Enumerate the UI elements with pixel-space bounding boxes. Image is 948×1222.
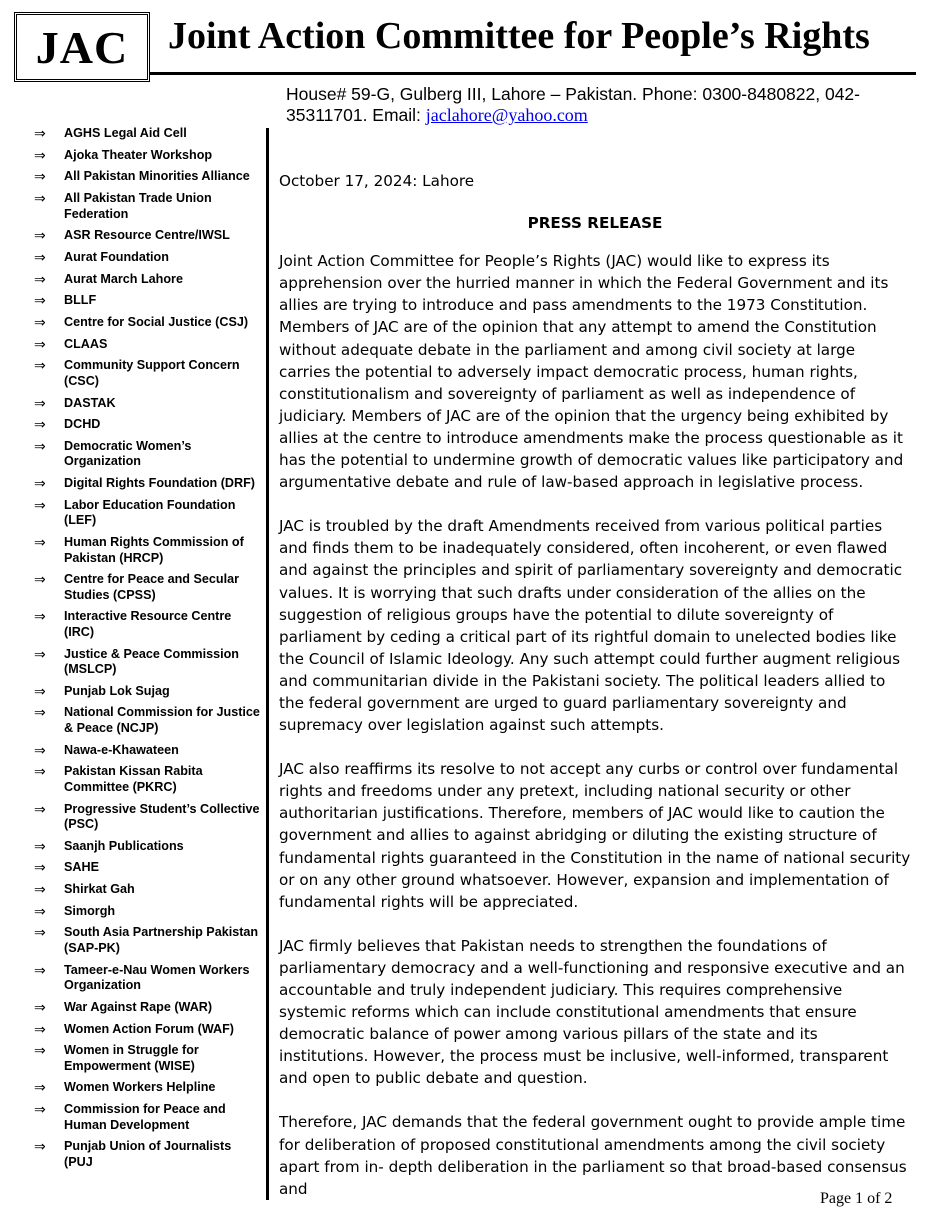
member-item <box>34 1022 260 1038</box>
member-name: Centre for Peace and Secular Studies (CPSS) <box>64 572 239 602</box>
member-name: Aurat Foundation <box>64 249 169 264</box>
member-name: DCHD <box>64 417 101 432</box>
organization-title: Joint Action Committee for People’s Rights <box>168 15 870 57</box>
member-item <box>34 1139 260 1170</box>
arrow-icon: ⇒ <box>34 924 46 941</box>
member-name: Nawa-e-Khawateen <box>64 742 179 757</box>
arrow-icon: ⇒ <box>34 416 46 433</box>
member-item <box>34 1080 260 1096</box>
title-underline <box>150 72 916 75</box>
member-name: Digital Rights Foundation (DRF) <box>64 476 255 491</box>
member-item <box>34 293 260 309</box>
member-name: Saanjh Publications <box>64 838 184 853</box>
member-name: Human Rights Commission of Pakistan (HRCP) <box>64 535 244 565</box>
arrow-icon: ⇒ <box>34 571 46 588</box>
arrow-icon: ⇒ <box>34 292 46 309</box>
member-item <box>34 647 260 678</box>
member-name: Women Action Forum (WAF) <box>64 1021 234 1036</box>
member-name: All Pakistan Trade Union Federation <box>64 191 212 221</box>
member-item <box>34 272 260 288</box>
member-item <box>34 882 260 898</box>
arrow-icon: ⇒ <box>34 704 46 721</box>
member-item <box>34 1102 260 1133</box>
member-organizations-list <box>34 126 260 1176</box>
arrow-icon: ⇒ <box>34 1020 46 1037</box>
arrow-icon: ⇒ <box>34 227 46 244</box>
member-name: Ajoka Theater Workshop <box>64 147 213 162</box>
arrow-icon: ⇒ <box>34 125 46 141</box>
member-item <box>34 417 260 433</box>
paragraph: Joint Action Committee for People’s Rights (JAC) would like to express its apprehension over the hurried manner in which the Federal Government and its allies are trying to introduce and pass amendments to the 1973 Constitution. Members of JAC are of the opinion that any attempt to amend the Constitution without adequate debate in the parliament and among civil society at large carries the potential to adversely impact democratic process, human rights, constitutionalism and sovereignty of parliament as well as independence of judiciary. Members of JAC are of the opinion that the urgency being exhibited by allies at the centre to introduce amendments make the process questionable as it has the potential to undermine growth of democratic values like participatory and argumentative debate and rule of law-based approach in legislative process. <box>279 252 904 492</box>
date-line: October 17, 2024: Lahore <box>279 172 475 190</box>
arrow-icon: ⇒ <box>34 1138 46 1155</box>
member-item <box>34 904 260 920</box>
arrow-icon: ⇒ <box>34 496 46 513</box>
paragraph: JAC firmly believes that Pakistan needs to strengthen the foundations of parliamentary democracy and a well-functioning and responsive executive and an accountable and truly independent judiciary. This requires comprehensive systemic reforms which can include constitutional amendments that ensure democratic balance of power among various pillars of the state and its institutions. However, the process must be inclusive, well-informed, transparent and open to public debate and question. <box>279 936 905 1088</box>
jac-logo: JAC <box>14 12 150 82</box>
arrow-icon: ⇒ <box>34 248 46 265</box>
member-name: Tameer-e-Nau Women Workers Organization <box>64 962 250 993</box>
arrow-icon: ⇒ <box>34 475 46 492</box>
member-item <box>34 250 260 266</box>
member-item <box>34 609 260 640</box>
arrow-icon: ⇒ <box>34 270 46 287</box>
member-item <box>34 169 260 185</box>
arrow-icon: ⇒ <box>34 335 46 352</box>
member-item <box>34 315 260 331</box>
arrow-icon: ⇒ <box>34 190 46 207</box>
email-link[interactable]: jaclahore@yahoo.com <box>425 105 588 125</box>
member-name: DASTAK <box>64 395 116 410</box>
member-name: Labor Education Foundation (LEF) <box>64 497 236 528</box>
member-item <box>34 535 260 566</box>
arrow-icon: ⇒ <box>34 534 46 550</box>
arrow-icon: ⇒ <box>34 837 46 854</box>
member-name: Commission for Peace and Human Development <box>64 1102 226 1132</box>
arrow-icon: ⇒ <box>34 763 46 780</box>
member-name: National Commission for Justice & Peace (NCJP) <box>64 705 260 735</box>
arrow-icon: ⇒ <box>34 645 46 662</box>
arrow-icon: ⇒ <box>34 146 46 163</box>
member-item <box>34 839 260 855</box>
arrow-icon: ⇒ <box>34 357 46 374</box>
member-item <box>34 476 260 492</box>
arrow-icon: ⇒ <box>34 168 46 185</box>
member-item <box>34 396 260 412</box>
member-name: Women Workers Helpline <box>64 1080 216 1095</box>
member-item <box>34 963 260 994</box>
member-item <box>34 705 260 736</box>
press-release-heading: PRESS RELEASE <box>527 214 663 233</box>
paragraph: Therefore, JAC demands that the federal government ought to provide ample time for deliberation of proposed constitutional amendments among the civil society apart from in- depth deliberation in the parliament so that broad-based consensus and <box>279 1113 907 1198</box>
member-name: Shirkat Gah <box>64 882 135 897</box>
contact-address <box>286 84 906 126</box>
arrow-icon: ⇒ <box>34 881 46 898</box>
paragraph: JAC also reaffirms its resolve to not accept any curbs or control over fundamental rights and freedoms under any pretext, including national security or other authoritarian justifications. Therefore, members of JAC would like to caution the government and allies to against abridging or diluting the existing structure of fundamental rights guaranteed in the Constitution in the name of national security or on any other ground whatsoever. However, expansion and implementation of fundamental rights will be appreciated. <box>279 760 911 911</box>
member-name: Punjab Lok Sujag <box>64 683 170 698</box>
arrow-icon: ⇒ <box>34 608 46 625</box>
member-name: Pakistan Kissan Rabita Committee (PKRC) <box>64 764 203 794</box>
member-name: Democratic Women’s Organization <box>64 438 192 469</box>
member-item <box>34 228 260 244</box>
member-item <box>34 1000 260 1016</box>
member-item <box>34 191 260 222</box>
arrow-icon: ⇒ <box>34 902 46 919</box>
page-number: Page 1 of 2 <box>820 1190 893 1207</box>
member-name: Interactive Resource Centre (IRC) <box>64 609 232 639</box>
member-item <box>34 925 260 956</box>
member-item <box>34 572 260 603</box>
arrow-icon: ⇒ <box>34 682 46 699</box>
member-name: Punjab Union of Journalists (PUJ <box>64 1139 232 1169</box>
arrow-icon: ⇒ <box>34 437 46 454</box>
column-divider <box>266 128 269 1200</box>
press-release-body <box>279 170 911 1222</box>
member-item <box>34 148 260 164</box>
paragraph: JAC is troubled by the draft Amendments received from various political parties and finds them to be inadequately considered, often incoherent, or even flawed and against the principles and spirit of parliamentary sovereignty and democratic values. It is worrying that such drafts under consideration of the allies on the suggestion of religious groups have the potential to dilute sovereignty of parliament by ceding a critical part of its rightful domain to unelected bodies like the Council of Islamic Ideology. Any such attempt could further augment religious and communitarian divide in the Pakistani society. The political leaders allied to the federal government are urged to guard parliamentary sovereignty and supremacy over legislation against such attempts. <box>279 517 903 735</box>
member-item <box>34 126 260 142</box>
member-name: War Against Rape (WAR) <box>64 999 213 1014</box>
member-item <box>34 764 260 795</box>
member-name: South Asia Partnership Pakistan (SAP-PK) <box>64 925 259 955</box>
arrow-icon: ⇒ <box>34 1079 46 1096</box>
member-name: Centre for Social Justice (CSJ) <box>64 315 249 329</box>
arrow-icon: ⇒ <box>34 394 46 411</box>
arrow-icon: ⇒ <box>34 1101 46 1118</box>
member-name: All Pakistan Minorities Alliance <box>64 169 250 184</box>
member-name: Simorgh <box>64 903 116 918</box>
arrow-icon: ⇒ <box>34 800 46 817</box>
arrow-icon: ⇒ <box>34 998 46 1015</box>
member-item <box>34 802 260 833</box>
member-name: CLAAS <box>64 336 108 351</box>
arrow-icon: ⇒ <box>34 961 46 978</box>
member-name: Progressive Student’s Collective (PSC) <box>64 801 260 831</box>
member-item <box>34 743 260 759</box>
address-text: House# 59-G, Gulberg III, Lahore – Pakistan. Phone: 0300-8480822, 042-35311701. Email: <box>286 84 860 125</box>
member-item <box>34 684 260 700</box>
member-item <box>34 337 260 353</box>
member-item <box>34 439 260 470</box>
member-item <box>34 1043 260 1074</box>
member-name: AGHS Legal Aid Cell <box>64 126 187 140</box>
member-name: Aurat March Lahore <box>64 271 183 286</box>
arrow-icon: ⇒ <box>34 859 46 876</box>
member-name: BLLF <box>64 293 97 308</box>
member-item <box>34 358 260 389</box>
arrow-icon: ⇒ <box>34 741 46 758</box>
arrow-icon: ⇒ <box>34 1042 46 1059</box>
member-name: ASR Resource Centre/IWSL <box>64 228 230 243</box>
member-item <box>34 498 260 529</box>
member-name: Women in Struggle for Empowerment (WISE) <box>64 1043 199 1073</box>
member-name: SAHE <box>64 860 99 875</box>
member-item <box>34 860 260 876</box>
member-name: Community Support Concern (CSC) <box>64 358 240 388</box>
arrow-icon: ⇒ <box>34 314 46 330</box>
member-name: Justice & Peace Commission (MSLCP) <box>64 646 239 677</box>
